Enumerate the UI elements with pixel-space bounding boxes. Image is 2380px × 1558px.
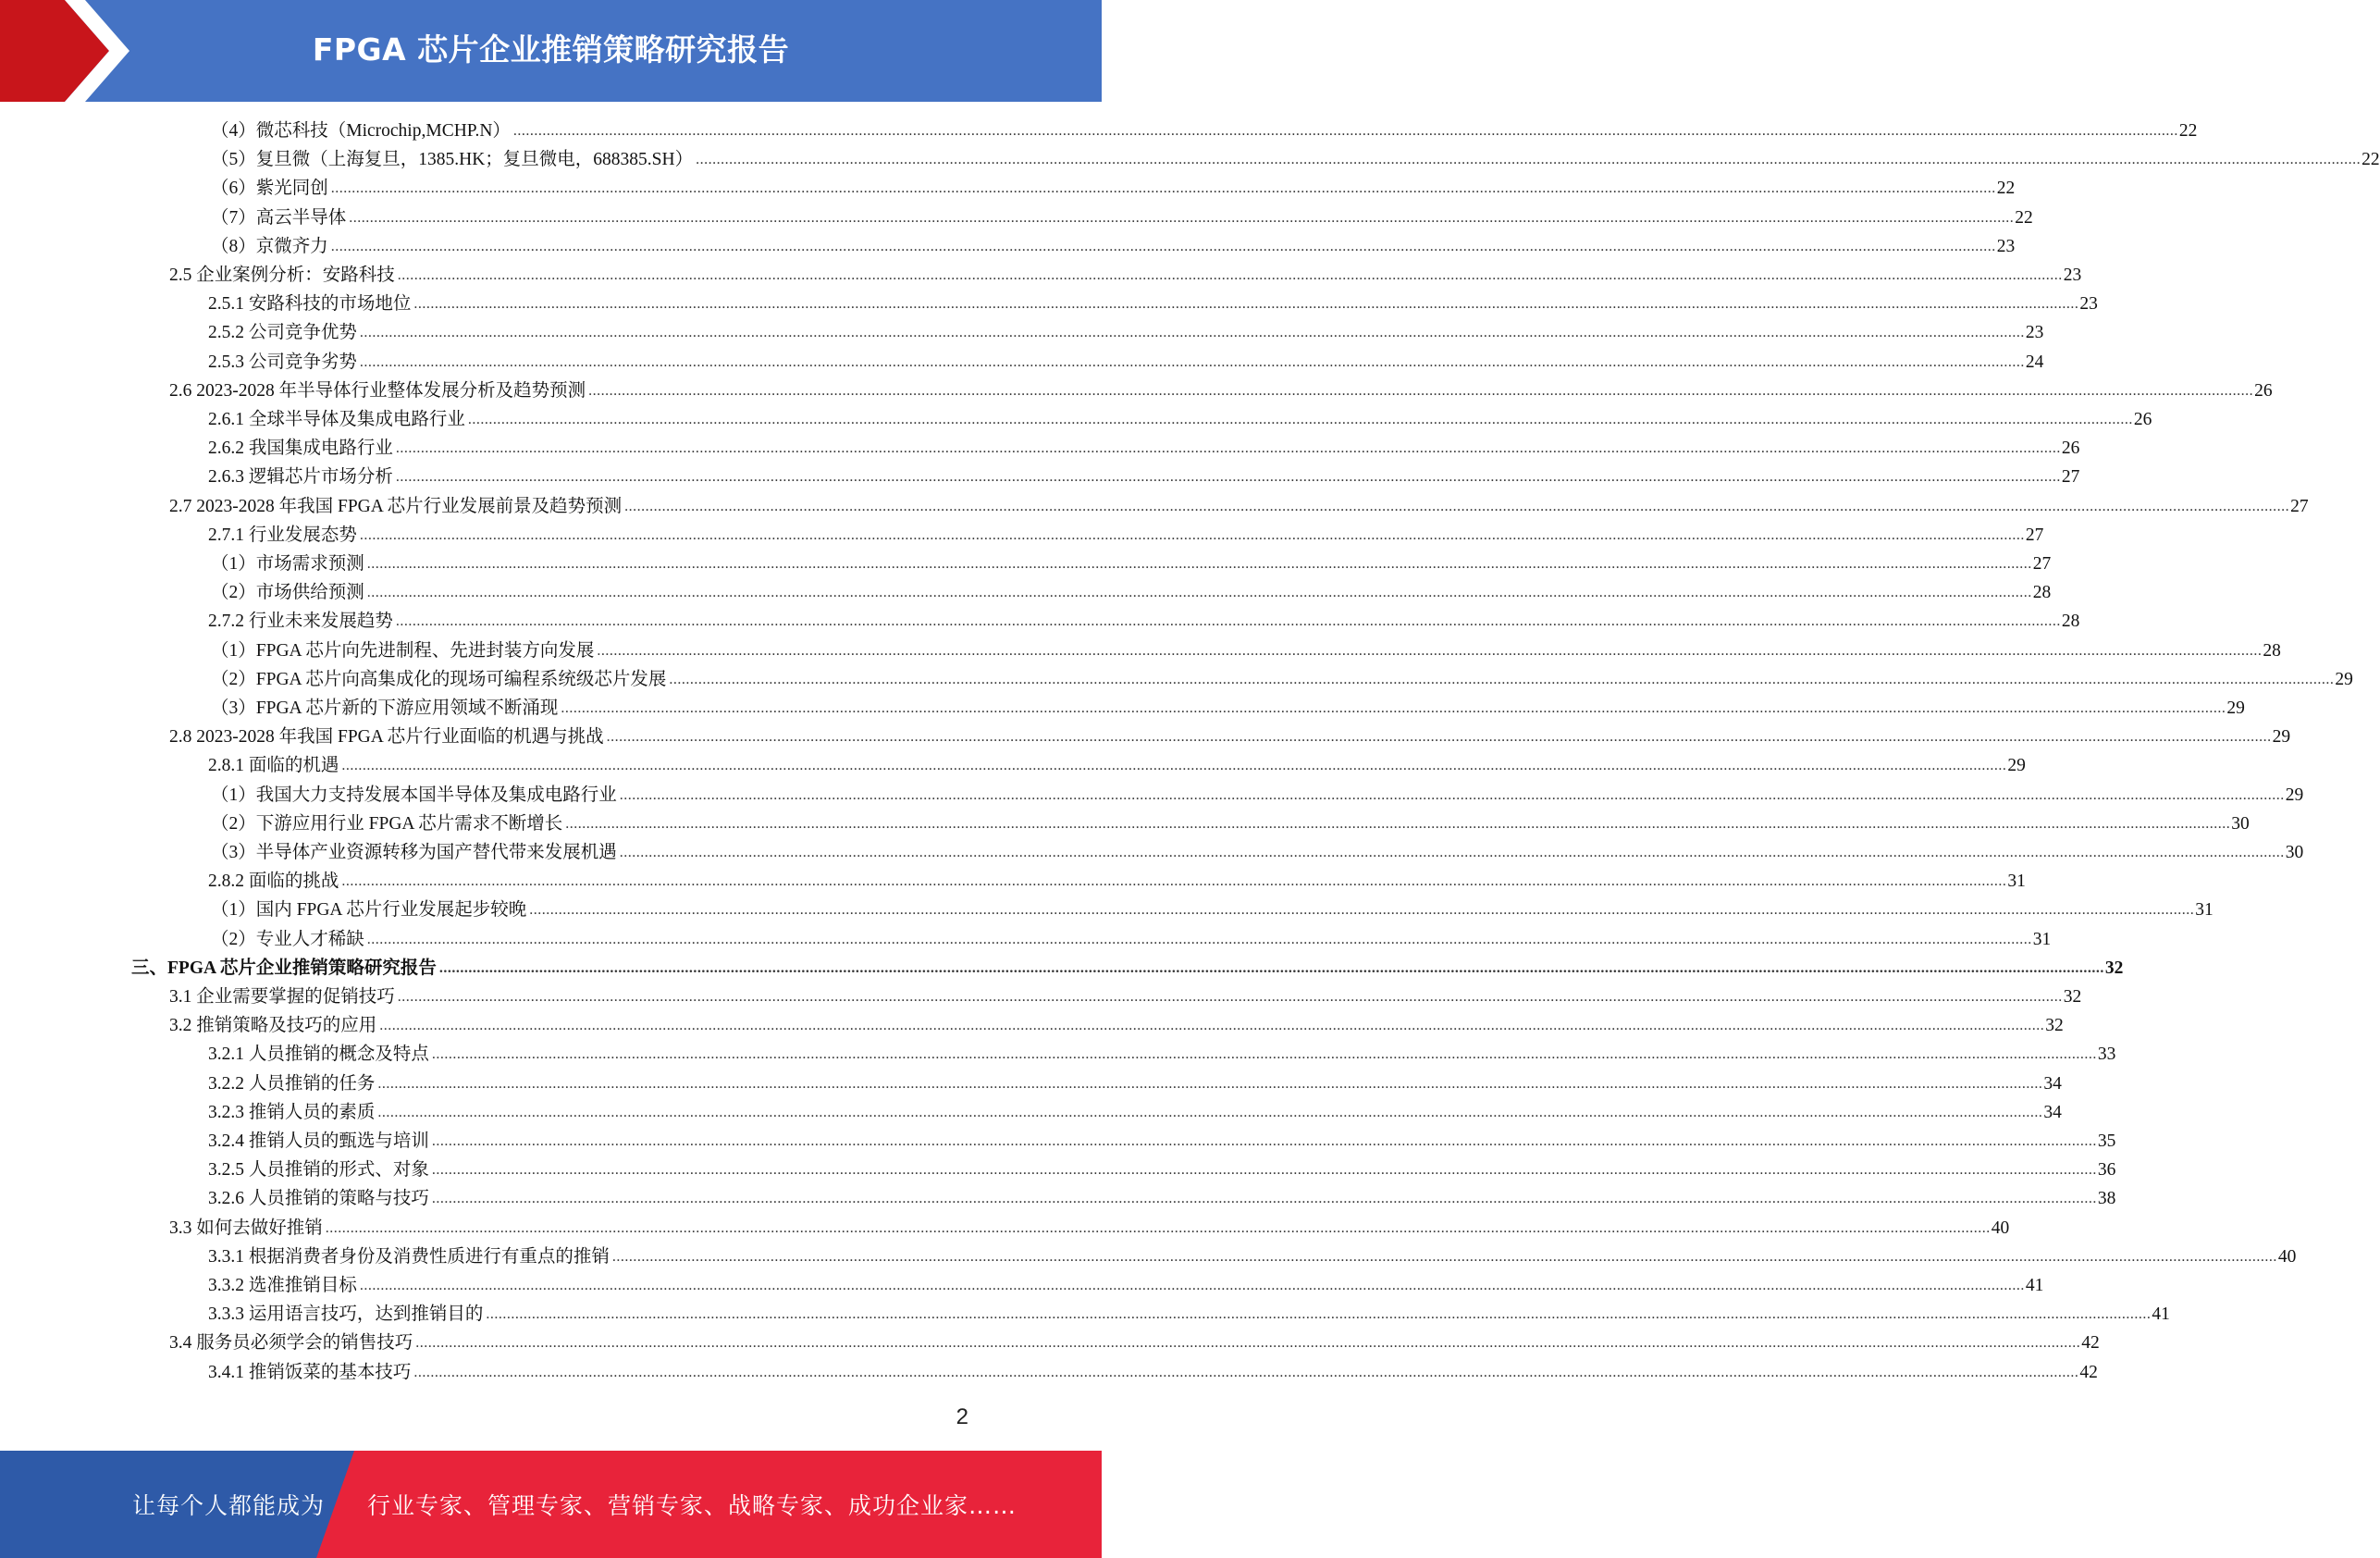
toc-entry[interactable] bbox=[208, 608, 2080, 636]
toc-entry-title: 2.6 2023-2028 年半导体行业整体发展分析及趋势预测 bbox=[169, 380, 586, 401]
toc-leader-dots: ................................................................................................................................................................................................................................................................................................................................................................................................................ bbox=[561, 700, 2226, 716]
toc-entry-page: 26 bbox=[2133, 410, 2152, 429]
toc-entry-title: 3.2.1 人员推销的概念及特点 bbox=[208, 1045, 429, 1065]
toc-leader-dots: ................................................................................................................................................................................................................................................................................................................................................................................................................ bbox=[379, 1018, 2045, 1034]
toc-leader-dots: ................................................................................................................................................................................................................................................................................................................................................................................................................ bbox=[330, 180, 1996, 197]
toc-entry[interactable] bbox=[169, 1215, 2010, 1243]
toc-entry-page: 31 bbox=[2195, 900, 2214, 921]
toc-leader-dots: ................................................................................................................................................................................................................................................................................................................................................................................................................ bbox=[341, 873, 2007, 890]
toc-leader-dots: ................................................................................................................................................................................................................................................................................................................................................................................................................ bbox=[669, 671, 2335, 687]
toc-leader-dots: ................................................................................................................................................................................................................................................................................................................................................................................................................ bbox=[330, 238, 1996, 254]
toc-entry[interactable] bbox=[169, 1329, 2100, 1357]
toc-entry[interactable] bbox=[208, 868, 2026, 896]
toc-entry[interactable] bbox=[208, 1359, 2098, 1387]
toc-leader-dots: ................................................................................................................................................................................................................................................................................................................................................................................................................ bbox=[529, 902, 2195, 919]
toc-entry[interactable] bbox=[208, 1128, 2116, 1156]
toc-entry[interactable] bbox=[169, 493, 2309, 521]
toc-leader-dots: ................................................................................................................................................................................................................................................................................................................................................................................................................ bbox=[341, 758, 2007, 774]
toc-entry-title: （1）市场需求预测 bbox=[211, 554, 364, 574]
toc-entry-title: 3.3.3 运用语言技巧，达到推销目的 bbox=[208, 1305, 484, 1325]
toc-entry[interactable] bbox=[211, 637, 2281, 665]
toc-leader-dots: ................................................................................................................................................................................................................................................................................................................................................................................................................ bbox=[377, 1075, 2043, 1092]
toc-entry-title: 2.6.2 我国集成电路行业 bbox=[208, 439, 393, 459]
toc-entry[interactable] bbox=[169, 377, 2273, 405]
toc-entry[interactable] bbox=[169, 1012, 2064, 1040]
toc-entry-title: 2.5 企业案例分析：安路科技 bbox=[169, 266, 395, 285]
toc-entry-title: 3.3.1 根据消费者身份及消费性质进行有重点的推销 bbox=[208, 1246, 610, 1267]
toc-entry[interactable] bbox=[208, 1272, 2044, 1300]
toc-entry-page: 22 bbox=[2178, 121, 2198, 141]
toc-entry[interactable] bbox=[208, 1185, 2116, 1213]
toc-entry-page: 27 bbox=[2061, 467, 2080, 488]
toc-entry[interactable] bbox=[208, 291, 2098, 318]
toc-entry-title: （2）FPGA 芯片向高集成化的现场可编程系统级芯片发展 bbox=[211, 669, 667, 689]
toc-entry-title: 2.5.1 安路科技的市场地位 bbox=[208, 294, 412, 315]
toc-leader-dots: ................................................................................................................................................................................................................................................................................................................................................................................................................ bbox=[597, 642, 2263, 659]
toc-entry-title: 2.8.2 面临的挑战 bbox=[208, 872, 339, 892]
toc-entry-title: （8）京微齐力 bbox=[211, 236, 328, 256]
toc-leader-dots: ................................................................................................................................................................................................................................................................................................................................................................................................................ bbox=[606, 729, 2272, 746]
toc-entry-page: 32 bbox=[2104, 958, 2124, 978]
toc-entry-page: 26 bbox=[2061, 439, 2080, 459]
toc-leader-dots: ................................................................................................................................................................................................................................................................................................................................................................................................................ bbox=[619, 845, 2285, 860]
toc-entry-title: 2.8 2023-2028 年我国 FPGA 芯片行业面临的机遇与挑战 bbox=[169, 727, 604, 748]
toc-entry-page: 29 bbox=[2007, 756, 2026, 776]
toc-entry-page: 29 bbox=[2226, 699, 2245, 718]
toc-leader-dots: ................................................................................................................................................................................................................................................................................................................................................................................................................ bbox=[366, 556, 2032, 572]
toc-entry-page: 36 bbox=[2097, 1160, 2116, 1181]
toc-leader-dots: ................................................................................................................................................................................................................................................................................................................................................................................................................ bbox=[359, 526, 2025, 543]
toc-leader-dots: ................................................................................................................................................................................................................................................................................................................................................................................................................ bbox=[395, 440, 2061, 457]
report-title: FPGA 芯片企业推销策略研究报告 bbox=[312, 31, 790, 68]
toc-entry-page: 24 bbox=[2025, 352, 2044, 372]
toc-leader-dots: ................................................................................................................................................................................................................................................................................................................................................................................................................ bbox=[325, 1219, 1991, 1236]
toc-entry-page: 40 bbox=[1991, 1218, 2010, 1238]
toc-entry-title: 2.5.3 公司竞争劣势 bbox=[208, 352, 357, 372]
toc-entry-page: 42 bbox=[2081, 1333, 2100, 1354]
toc-entry[interactable] bbox=[208, 435, 2080, 463]
toc-entry-page: 28 bbox=[2061, 612, 2080, 632]
toc-entry[interactable] bbox=[211, 146, 2380, 174]
toc-entry-title: 3.2.6 人员推销的策略与技巧 bbox=[208, 1189, 429, 1209]
footer-slogan-right: 行业专家、管理专家、营销专家、战略专家、成功企业家…… bbox=[367, 1492, 1017, 1519]
toc-entry-page: 33 bbox=[2097, 1045, 2116, 1065]
toc-entry-title: 3.4 服务员必须学会的销售技巧 bbox=[169, 1333, 413, 1354]
toc-entry[interactable] bbox=[131, 955, 2124, 983]
toc-entry-page: 26 bbox=[2254, 380, 2273, 401]
toc-entry-title: 2.7.2 行业未来发展趋势 bbox=[208, 612, 393, 632]
toc-entry-page: 22 bbox=[2362, 150, 2380, 170]
page-header bbox=[0, 0, 1102, 102]
toc-entry-page: 32 bbox=[2063, 987, 2082, 1007]
toc-leader-dots: ................................................................................................................................................................................................................................................................................................................................................................................................................ bbox=[359, 1278, 2025, 1293]
toc-leader-dots: ................................................................................................................................................................................................................................................................................................................................................................................................................ bbox=[395, 469, 2061, 486]
toc-entry-title: 2.6.3 逻辑芯片市场分析 bbox=[208, 467, 393, 488]
toc-entry[interactable] bbox=[211, 175, 2016, 203]
toc-entry-page: 22 bbox=[1996, 179, 2016, 199]
toc-entry-page: 42 bbox=[2079, 1362, 2098, 1382]
toc-leader-dots: ................................................................................................................................................................................................................................................................................................................................................................................................................ bbox=[624, 498, 2290, 514]
toc-entry[interactable] bbox=[211, 926, 2052, 954]
toc-entry-title: 2.7.1 行业发展态势 bbox=[208, 525, 357, 545]
toc-entry[interactable] bbox=[211, 550, 2052, 578]
toc-entry-title: （4）微芯科技（Microchip,MCHP.N） bbox=[211, 121, 511, 141]
toc-leader-dots: ................................................................................................................................................................................................................................................................................................................................................................................................................ bbox=[619, 786, 2285, 803]
toc-leader-dots: ................................................................................................................................................................................................................................................................................................................................................................................................................ bbox=[397, 989, 2063, 1005]
toc-entry-title: （7）高云半导体 bbox=[211, 207, 347, 228]
toc-leader-dots: ................................................................................................................................................................................................................................................................................................................................................................................................................ bbox=[565, 815, 2231, 832]
toc-leader-dots: ................................................................................................................................................................................................................................................................................................................................................................................................................ bbox=[359, 353, 2025, 370]
toc-entry-page: 22 bbox=[2015, 207, 2033, 228]
toc-leader-dots: ................................................................................................................................................................................................................................................................................................................................................................................................................ bbox=[611, 1248, 2277, 1265]
toc-entry-title: （1）我国大力支持发展本国半导体及集成电路行业 bbox=[211, 785, 617, 805]
toc-entry[interactable] bbox=[211, 896, 2214, 924]
toc-leader-dots: ................................................................................................................................................................................................................................................................................................................................................................................................................ bbox=[696, 152, 2362, 168]
toc-entry-page: 23 bbox=[2025, 323, 2044, 343]
toc-entry-title: 3.4.1 推销饭菜的基本技巧 bbox=[208, 1362, 412, 1382]
toc-entry[interactable] bbox=[208, 1099, 2062, 1127]
toc-entry-page: 23 bbox=[1996, 236, 2016, 256]
toc-leader-dots: ................................................................................................................................................................................................................................................................................................................................................................................................................ bbox=[349, 209, 2015, 226]
toc-entry[interactable] bbox=[208, 1243, 2297, 1271]
toc-entry[interactable] bbox=[208, 464, 2080, 491]
toc-entry-page: 40 bbox=[2277, 1246, 2297, 1267]
toc-entry[interactable] bbox=[211, 810, 2250, 838]
toc-entry-title: 3.2.2 人员推销的任务 bbox=[208, 1073, 376, 1094]
toc-entry-page: 29 bbox=[2285, 785, 2304, 805]
toc-entry-title: 2.8.1 面临的机遇 bbox=[208, 756, 339, 776]
toc-entry[interactable] bbox=[169, 723, 2291, 751]
toc-entry-page: 41 bbox=[2025, 1276, 2044, 1295]
toc-entry[interactable] bbox=[208, 406, 2152, 434]
toc-leader-dots: ................................................................................................................................................................................................................................................................................................................................................................................................................ bbox=[359, 325, 2025, 341]
toc-entry[interactable] bbox=[169, 983, 2082, 1011]
toc-entry-page: 23 bbox=[2079, 294, 2098, 315]
toc-leader-dots: ................................................................................................................................................................................................................................................................................................................................................................................................................ bbox=[415, 1335, 2081, 1352]
toc-leader-dots: ................................................................................................................................................................................................................................................................................................................................................................................................................ bbox=[395, 613, 2061, 630]
toc-leader-dots: ................................................................................................................................................................................................................................................................................................................................................................................................................ bbox=[413, 296, 2079, 313]
toc-leader-dots: ................................................................................................................................................................................................................................................................................................................................................................................................................ bbox=[431, 1191, 2097, 1207]
toc-entry-title: （2）下游应用行业 FPGA 芯片需求不断增长 bbox=[211, 813, 563, 834]
toc-entry-page: 38 bbox=[2097, 1189, 2116, 1209]
toc-entry-title: （3）FPGA 芯片新的下游应用领域不断涌现 bbox=[211, 699, 559, 718]
toc-entry-title: 3.3 如何去做好推销 bbox=[169, 1218, 323, 1238]
toc-entry[interactable] bbox=[208, 522, 2044, 550]
page-footer bbox=[0, 1451, 1102, 1558]
toc-entry-page: 27 bbox=[2032, 554, 2052, 574]
toc-entry[interactable] bbox=[208, 1301, 2170, 1329]
toc-leader-dots: ................................................................................................................................................................................................................................................................................................................................................................................................................ bbox=[438, 959, 2104, 976]
toc-entry-page: 27 bbox=[2290, 496, 2309, 516]
toc-entry[interactable] bbox=[211, 782, 2304, 810]
page-number: 2 bbox=[956, 1404, 968, 1429]
toc-leader-dots: ................................................................................................................................................................................................................................................................................................................................................................................................................ bbox=[397, 267, 2063, 283]
toc-entry[interactable] bbox=[211, 204, 2033, 232]
toc-entry[interactable] bbox=[208, 1156, 2116, 1184]
toc-entry-title: （6）紫光同创 bbox=[211, 179, 328, 199]
toc-entry-page: 35 bbox=[2097, 1131, 2116, 1151]
toc-entry[interactable] bbox=[211, 579, 2052, 607]
toc-entry[interactable] bbox=[208, 349, 2044, 377]
toc-entry[interactable] bbox=[211, 839, 2304, 867]
toc-entry-page: 31 bbox=[2007, 872, 2026, 892]
toc-leader-dots: ................................................................................................................................................................................................................................................................................................................................................................................................................ bbox=[366, 585, 2032, 601]
toc-entry-title: （1）FPGA 芯片向先进制程、先进封装方向发展 bbox=[211, 640, 595, 661]
toc-entry-title: （2）专业人才稀缺 bbox=[211, 929, 364, 949]
toc-entry-title: 3.2.3 推销人员的素质 bbox=[208, 1102, 376, 1122]
toc-entry-title: 3.2.5 人员推销的形式、对象 bbox=[208, 1160, 429, 1181]
toc-entry-page: 34 bbox=[2043, 1102, 2062, 1122]
toc-entry-page: 30 bbox=[2285, 843, 2304, 862]
toc-leader-dots: ................................................................................................................................................................................................................................................................................................................................................................................................................ bbox=[431, 1046, 2097, 1063]
toc-leader-dots: ................................................................................................................................................................................................................................................................................................................................................................................................................ bbox=[413, 1364, 2079, 1380]
toc-entry-page: 29 bbox=[2335, 669, 2353, 689]
toc-entry-title: 2.5.2 公司竞争优势 bbox=[208, 323, 357, 343]
toc-leader-dots: ................................................................................................................................................................................................................................................................................................................................................................................................................ bbox=[588, 382, 2254, 399]
toc-entry-title: 3.1 企业需要掌握的促销技巧 bbox=[169, 987, 395, 1007]
toc-leader-dots: ................................................................................................................................................................................................................................................................................................................................................................................................................ bbox=[431, 1133, 2097, 1149]
toc-entry-title: （3）半导体产业资源转移为国产替代带来发展机遇 bbox=[211, 843, 617, 862]
toc-entry[interactable] bbox=[211, 233, 2016, 261]
footer-slogan-left: 让每个人都能成为 bbox=[132, 1492, 326, 1519]
toc-entry[interactable] bbox=[211, 666, 2353, 694]
toc-entry-page: 32 bbox=[2045, 1016, 2064, 1036]
toc-entry-page: 41 bbox=[2152, 1305, 2170, 1325]
toc-leader-dots: ................................................................................................................................................................................................................................................................................................................................................................................................................ bbox=[467, 412, 2133, 427]
toc-entry[interactable] bbox=[169, 262, 2082, 290]
toc-entry-title: （5）复旦微（上海复旦，1385.HK；复旦微电，688385.SH） bbox=[211, 150, 694, 170]
toc-entry-page: 30 bbox=[2231, 813, 2250, 834]
toc-entry-title: 三、FPGA 芯片企业推销策略研究报告 bbox=[131, 958, 437, 978]
toc-leader-dots: ................................................................................................................................................................................................................................................................................................................................................................................................................ bbox=[486, 1306, 2152, 1323]
toc-entry-page: 29 bbox=[2272, 727, 2291, 748]
toc-entry-page: 23 bbox=[2063, 266, 2082, 285]
toc-entry-title: 3.2.4 推销人员的甄选与培训 bbox=[208, 1131, 429, 1151]
toc-leader-dots: ................................................................................................................................................................................................................................................................................................................................................................................................................ bbox=[366, 931, 2032, 947]
toc-entry-title: 2.7 2023-2028 年我国 FPGA 芯片行业发展前景及趋势预测 bbox=[169, 496, 623, 516]
toc-entry[interactable] bbox=[208, 752, 2026, 780]
toc-leader-dots: ................................................................................................................................................................................................................................................................................................................................................................................................................ bbox=[512, 123, 2178, 139]
toc-entry-title: 3.2 推销策略及技巧的应用 bbox=[169, 1016, 377, 1036]
toc-entry-title: （2）市场供给预测 bbox=[211, 583, 364, 603]
toc-entry-title: （1）国内 FPGA 芯片行业发展起步较晚 bbox=[211, 900, 527, 921]
toc-entry-title: 2.6.1 全球半导体及集成电路行业 bbox=[208, 410, 465, 429]
toc-entry-page: 28 bbox=[2032, 583, 2052, 603]
toc-entry-page: 27 bbox=[2025, 525, 2044, 545]
toc-entry-title: 3.3.2 选准推销目标 bbox=[208, 1276, 357, 1295]
toc-entry-page: 31 bbox=[2032, 929, 2052, 949]
toc-entry[interactable] bbox=[208, 1070, 2062, 1098]
toc-entry[interactable] bbox=[211, 695, 2245, 723]
toc-entry[interactable] bbox=[208, 1041, 2116, 1069]
toc-entry-page: 34 bbox=[2043, 1073, 2062, 1094]
toc-entry[interactable] bbox=[211, 117, 2198, 145]
toc-entry-page: 28 bbox=[2263, 640, 2281, 661]
toc-leader-dots: ................................................................................................................................................................................................................................................................................................................................................................................................................ bbox=[431, 1162, 2097, 1179]
toc-entry[interactable] bbox=[208, 319, 2044, 347]
toc-leader-dots: ................................................................................................................................................................................................................................................................................................................................................................................................................ bbox=[377, 1104, 2043, 1120]
